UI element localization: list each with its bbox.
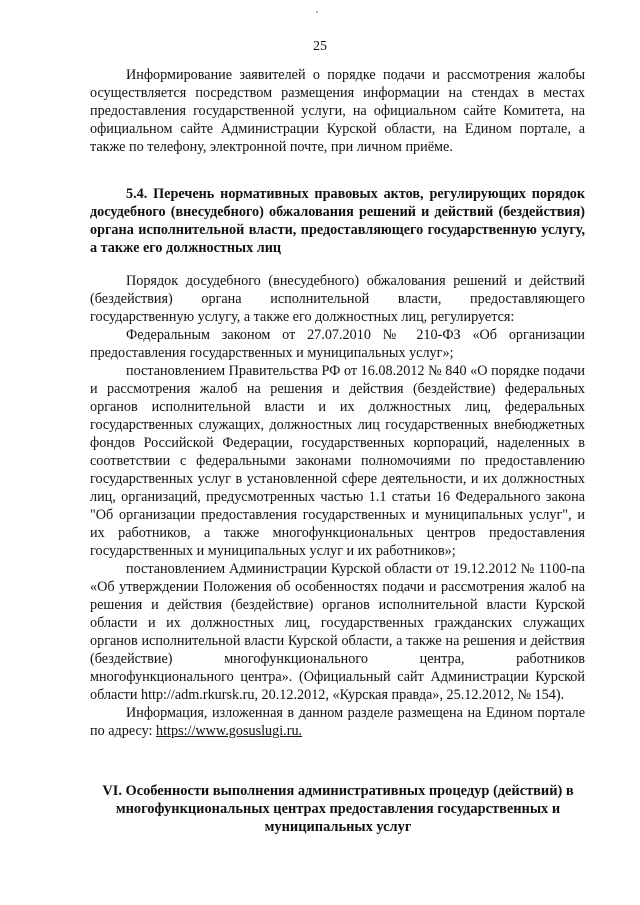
intro-block: [90, 66, 585, 156]
portal-paragraph-text: Информация, изложенная в данном разделе размещена на Едином портале по адресу:: [90, 705, 585, 739]
paragraph-federal-law: Федеральным законом от 27.07.2010 № 210-ФЗ «Об организации предоставления государственных и муниципальных услуг»;: [90, 327, 585, 361]
section-6-title-text: VI. Особенности выполнения административных процедур (действий) в многофункциональных центрах предоставления государственных и муниципальных услуг: [102, 783, 574, 835]
heading-5-4-text: 5.4. Перечень нормативных правовых актов, регулирующих порядок досудебного (внесудебного) обжалования решений и действий (бездействия) органа исполнительной власти, предоставляющего государственную услугу, а также его должностных лиц: [90, 186, 585, 256]
section-6-title: [88, 782, 588, 836]
heading-5-4: [90, 185, 585, 257]
intro-paragraph: Информирование заявителей о порядке подачи и рассмотрения жалобы осуществляется посредством размещения информации на стендах в местах предоставления государственной услуги, на официальном сайте Комитета, на официальном сайте Администрации Курской области, на Едином портале, а также по телефону, электронной почте, при личном приёме.: [90, 67, 585, 155]
paragraph-portal: [90, 704, 585, 740]
page-number: 25: [313, 39, 327, 54]
scan-speck: [316, 11, 318, 13]
paragraph-government-decree: постановлением Правительства РФ от 16.08.2012 № 840 «О порядке подачи и рассмотрения жалоб на решения и действия (бездействие) федеральных органов исполнительной власти и их должностных лиц, федеральных государственных служащих, должностных лиц государственных внебюджетных фондов Российской Федерации, государственных корпораций, наделенных в соответствии с федеральными законами полномочиями по предоставлению государственных услуг в установленной сфере деятельности, и их должностных лиц, организаций, предусмотренных частью 1.1 статьи 16 Федерального закона "Об организации предоставления государственных и муниципальных услуг", и их работников, а также многофункциональных центров предоставления государственных и муниципальных услуг и их работников»;: [90, 363, 585, 559]
gosuslugi-link[interactable]: https://www.gosuslugi.ru.: [156, 723, 303, 739]
regulation-list: [90, 272, 585, 740]
paragraph-regional-decree: постановлением Администрации Курской области от 19.12.2012 № 1100-па «Об утверждении Положения об особенностях подачи и рассмотрения жалоб на решения и действия (бездействие) органов исполнительной власти Курской области и их должностных лиц, государственных гражданских служащих органов исполнительной власти Курской области, а также на решения и действия (бездействие) многофункционального центра, работников многофункционального центра». (Официальный сайт Администрации Курской области http://adm.rkursk.ru, 20.12.2012, «Курская правда», 25.12.2012, № 154).: [90, 561, 585, 703]
paragraph-procedure: Порядок досудебного (внесудебного) обжалования решений и действий (бездействия) органа исполнительной власти, предоставляющего государственную услугу, а также его должностных лиц, регулируется:: [90, 273, 585, 325]
